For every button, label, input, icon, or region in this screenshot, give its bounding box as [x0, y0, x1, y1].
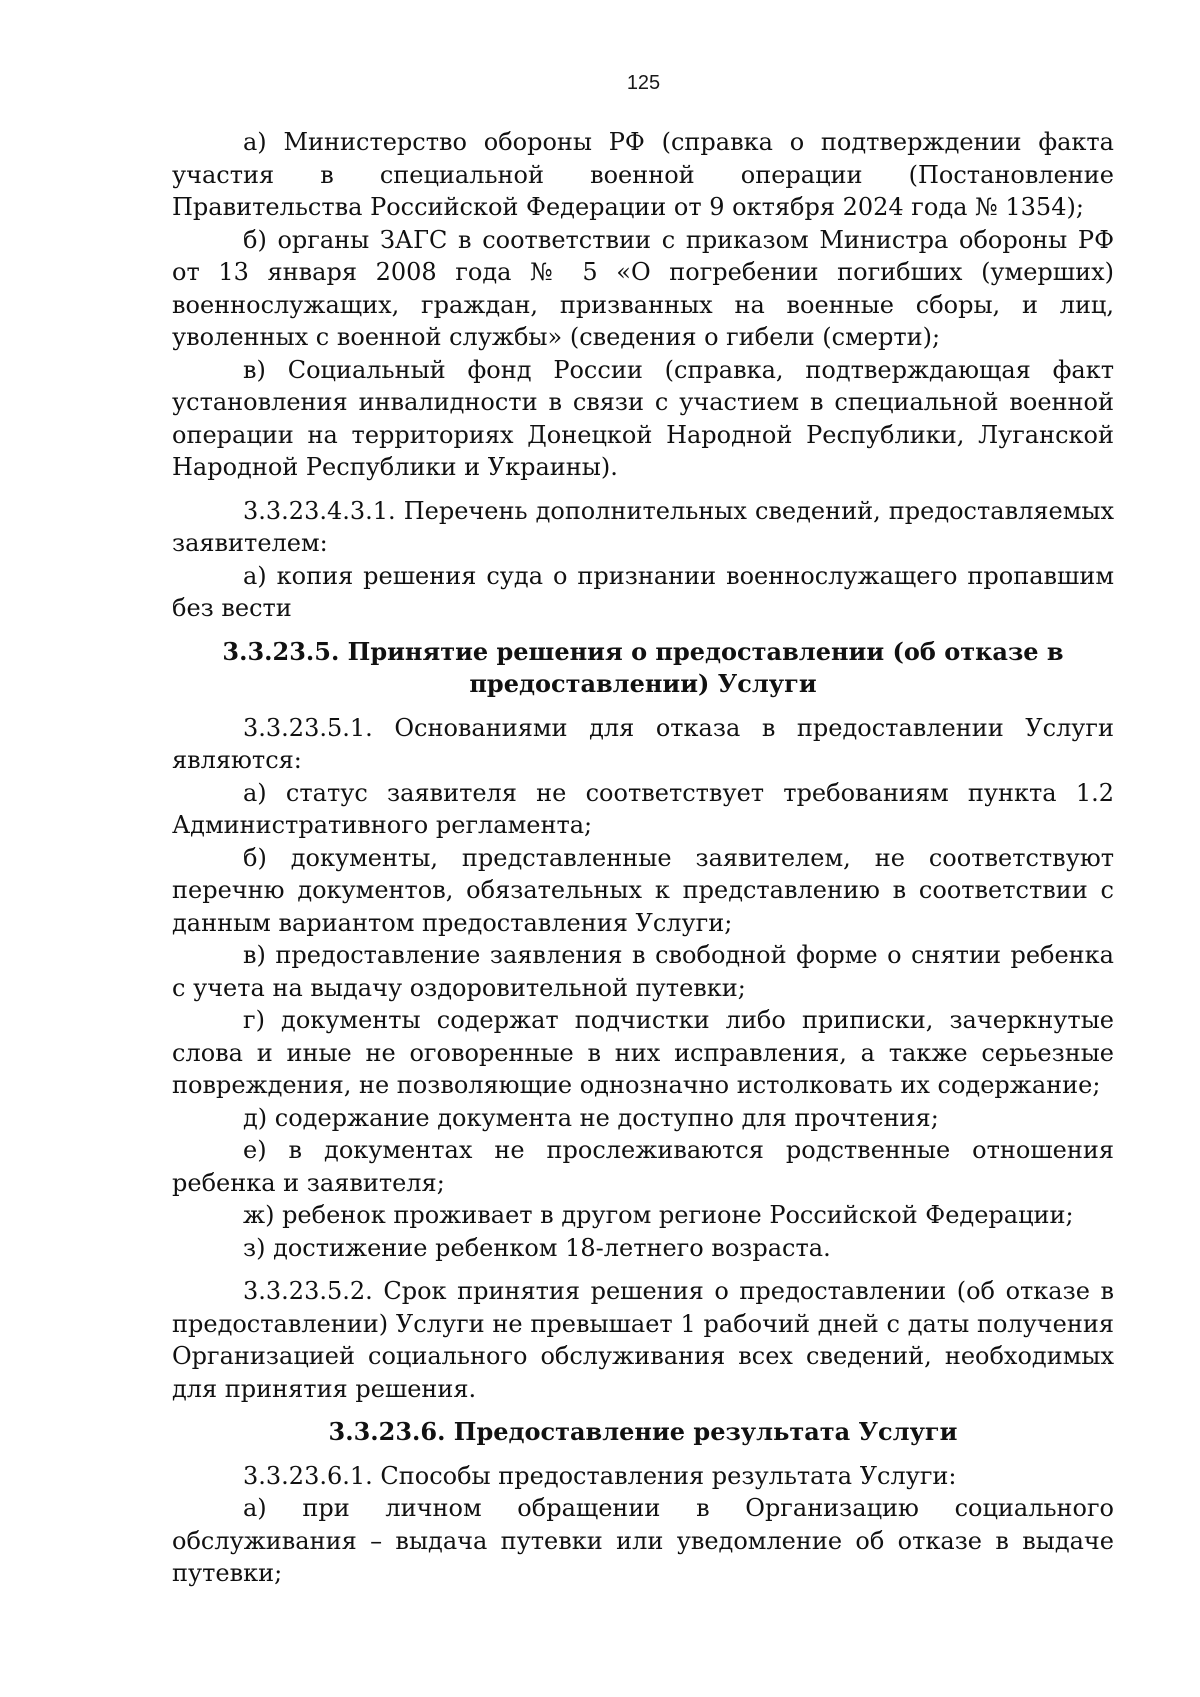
list-item-age-18: з) достижение ребенком 18-летнего возраста.	[243, 1233, 831, 1262]
paragraph-zags: б) органы ЗАГС в соответствии с приказом Министра обороны РФ от 13 января 2008 года № 5 «О погребении погибших (умерших) военнослужащих, граждан, призванных на военные сборы, и лиц, уволенных с военной службы» (сведения о гибели (смерти);	[172, 225, 1114, 351]
section-heading-result: 3.3.23.6. Предоставление результата Услуги	[328, 1417, 958, 1446]
paragraph-result-methods: 3.3.23.6.1. Способы предоставления результата Услуги:	[243, 1461, 957, 1490]
list-item-corrections: г) документы содержат подчистки либо приписки, зачеркнутые слова и иные не оговоренные в них исправления, а также серьезные повреждения, не позволяющие однозначно истолковать их содержание;	[172, 1006, 1114, 1099]
list-item-unreadable: д) содержание документа не доступно для прочтения;	[243, 1103, 939, 1132]
section-heading-decision: 3.3.23.5. Принятие решения о предоставлении (об отказе в предоставлении) Услуги	[222, 636, 1064, 698]
list-item-status: а) статус заявителя не соответствует требованиям пункта 1.2 Административного регламента;	[172, 778, 1114, 839]
list-item-free-form-application: в) предоставление заявления в свободной форме о снятии ребенка с учета на выдачу оздоровительной путевки;	[172, 941, 1114, 1002]
document-body	[172, 126, 1114, 1590]
paragraph-additional-info-list: 3.3.23.4.3.1. Перечень дополнительных сведений, предоставляемых заявителем:	[172, 496, 1114, 557]
list-item-other-region: ж) ребенок проживает в другом регионе Российской Федерации;	[243, 1201, 1074, 1229]
paragraph-court-decision-copy: а) копия решения суда о признании военнослужащего пропавшим без вести	[172, 561, 1114, 622]
page-number: 125	[626, 72, 661, 94]
paragraph-social-fund: в) Социальный фонд России (справка, подтверждающая факт установления инвалидности в связи с участием в специальной военной операции на территориях Донецкой Народной Республики, Луганской Народной Республики и Украины).	[172, 355, 1114, 481]
paragraph-decision-deadline: 3.3.23.5.2. Срок принятия решения о предоставлении (об отказе в предоставлении) Услуги не превышает 1 рабочий дней с даты получения Организацией социального обслуживания всех сведений, необходимых для принятия решения.	[172, 1277, 1114, 1403]
list-item-personal-visit: а) при личном обращении в Организацию социального обслуживания – выдача путевки или уведомление об отказе в выдаче путевки;	[172, 1494, 1114, 1587]
paragraph-ministry-of-defense: а) Министерство обороны РФ (справка о подтверждении факта участия в специальной военной операции (Постановление Правительства Российской Федерации от 9 октября 2024 года № 1354);	[172, 128, 1114, 221]
list-item-no-kinship: е) в документах не прослеживаются родственные отношения ребенка и заявителя;	[172, 1136, 1114, 1197]
paragraph-refusal-grounds: 3.3.23.5.1. Основаниями для отказа в предоставлении Услуги являются:	[172, 713, 1114, 774]
list-item-documents-mismatch: б) документы, представленные заявителем, не соответствуют перечню документов, обязательных к представлению в соответствии с данным вариантом предоставления Услуги;	[172, 843, 1114, 937]
